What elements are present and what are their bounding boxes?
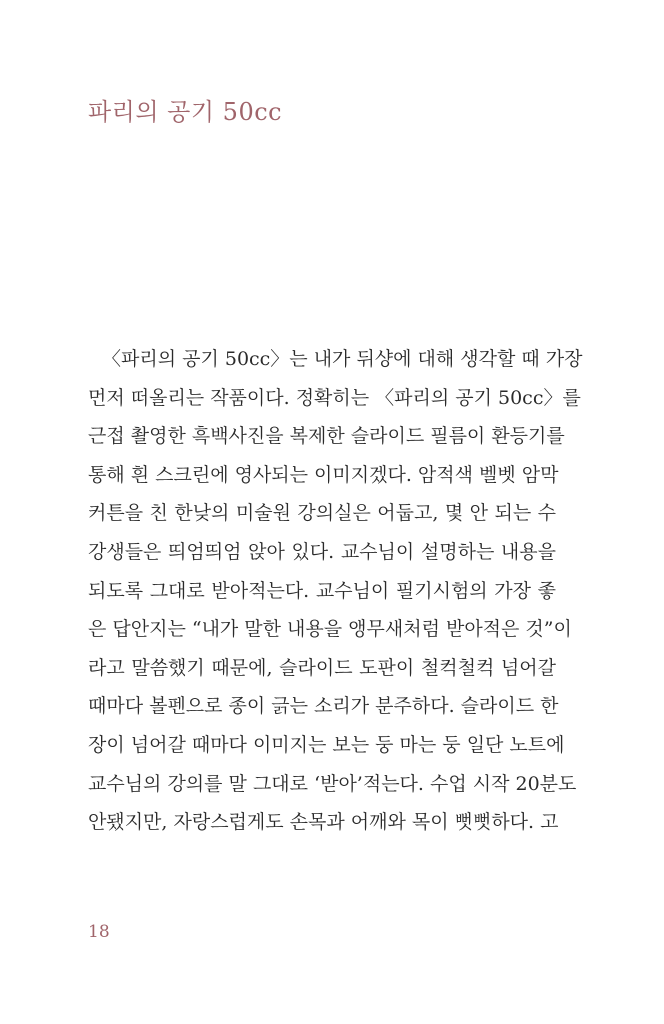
text-line: 장이 넘어갈 때마다 이미지는 보는 둥 마는 둥 일단 노트에 xyxy=(88,733,565,756)
text-line: 통해 흰 스크린에 영사되는 이미지겠다. 암적색 벨벳 암막 xyxy=(88,463,559,486)
chapter-title: 파리의 공기 50cc xyxy=(88,98,283,126)
page-number: 18 xyxy=(88,922,110,942)
text-line: 교수님의 강의를 말 그대로 ‘받아’적는다. 수업 시작 20분도 xyxy=(88,772,577,795)
text-line: 근접 촬영한 흑백사진을 복제한 슬라이드 필름이 환등기를 xyxy=(88,425,565,448)
text-line: 먼저 떠올리는 작품이다. 정확히는 〈파리의 공기 50cc〉를 xyxy=(88,386,581,409)
text-line: 은 답안지는 “내가 말한 내용을 앵무새처럼 받아적은 것”이 xyxy=(88,618,572,641)
text-line: 되도록 그대로 받아적는다. 교수님이 필기시험의 가장 좋 xyxy=(88,579,556,602)
text-line: 때마다 볼펜으로 종이 긁는 소리가 분주하다. 슬라이드 한 xyxy=(88,695,559,718)
text-line: 강생들은 띄엄띄엄 앉아 있다. 교수님이 설명하는 내용을 xyxy=(88,540,556,563)
text-line: 안됐지만, 자랑스럽게도 손목과 어깨와 목이 뻣뻣하다. 고 xyxy=(88,811,559,834)
text-line: 〈파리의 공기 50cc〉는 내가 뒤샹에 대해 생각할 때 가장 xyxy=(102,348,583,370)
text-line: 라고 말씀했기 때문에, 슬라이드 도판이 철컥철컥 넘어갈 xyxy=(88,656,556,679)
text-line: 커튼을 친 한낮의 미술원 강의실은 어둡고, 몇 안 되는 수 xyxy=(88,502,556,525)
body-text xyxy=(88,340,583,842)
